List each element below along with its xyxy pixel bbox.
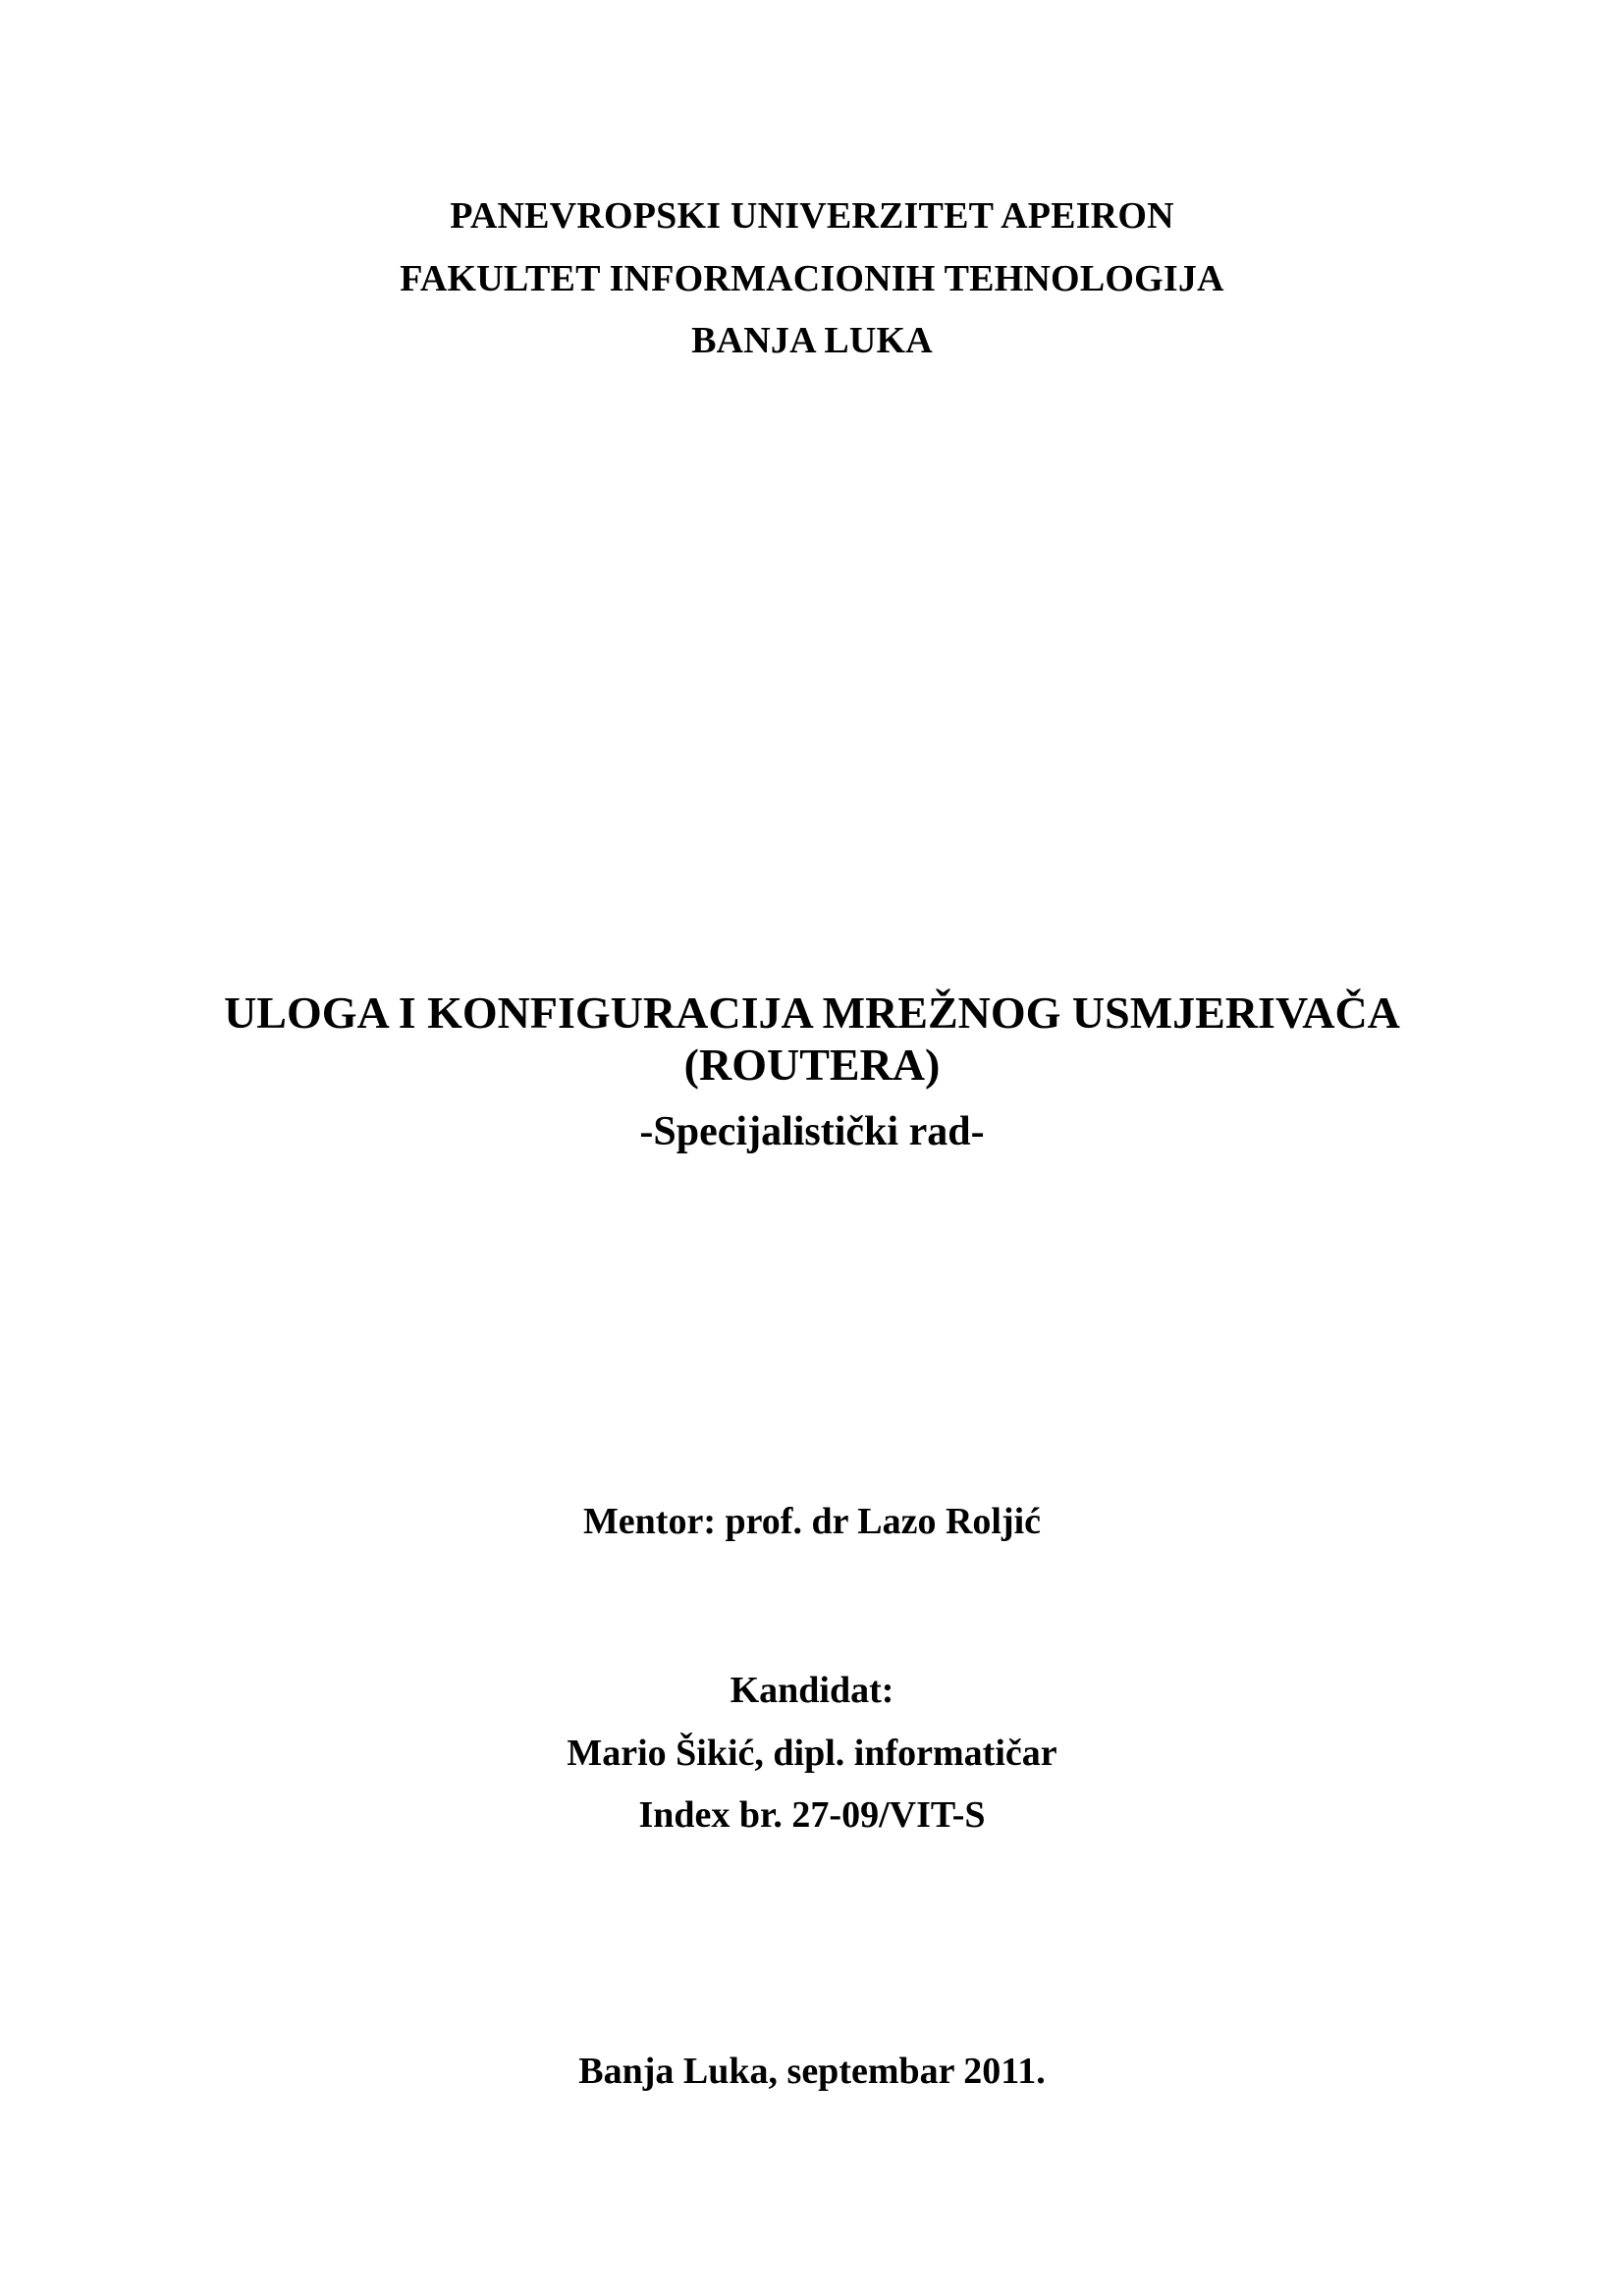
university-name: PANEVROPSKI UNIVERZITET APEIRON [450, 195, 1174, 237]
candidate-name: Mario Šikić, dipl. informatičar [567, 1733, 1057, 1774]
candidate-index: Index br. 27-09/VIT-S [638, 1794, 986, 1836]
mentor-line: Mentor: prof. dr Lazo Roljić [582, 1501, 1042, 1542]
city-name: BANJA LUKA [691, 320, 933, 361]
place-date: Banja Luka, septembar 2011. [578, 2051, 1046, 2092]
candidate-label: Kandidat: [730, 1670, 894, 1711]
faculty-name: FAKULTET INFORMACIONIH TEHNOLOGIJA [400, 258, 1224, 299]
thesis-title-line-2: (ROUTERA) [683, 1040, 941, 1090]
thesis-subtitle: -Specijalistički rad- [639, 1109, 985, 1154]
thesis-title-line-1: ULOGA I KONFIGURACIJA MREŽNOG USMJERIVAČA [224, 988, 1400, 1038]
